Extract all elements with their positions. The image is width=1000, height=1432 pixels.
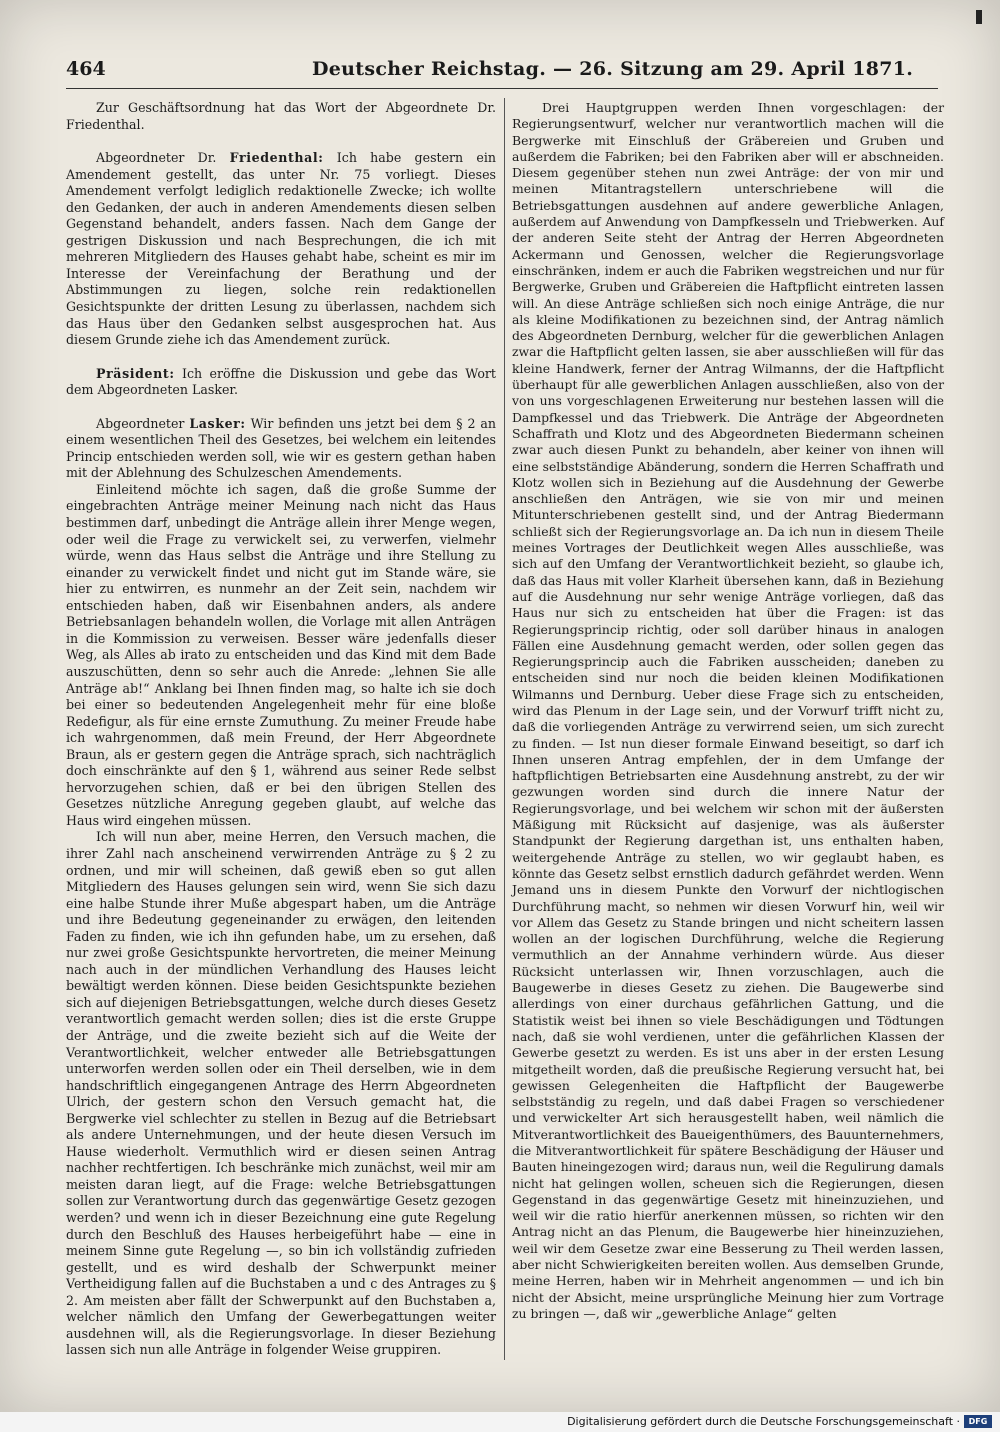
right-column (512, 100, 944, 1322)
speech-paragraph (66, 416, 496, 482)
speaker-title: Abgeordneter (96, 415, 190, 431)
speech-text: Ich eröffne die Diskussion und gebe das Wort dem Abgeordneten Lasker. (66, 365, 496, 398)
digitization-footer (0, 1412, 1000, 1432)
page-header (66, 58, 938, 84)
scan-corner-mark (976, 10, 982, 24)
footer-credit: Digitalisierung gefördert durch die Deutsche Forschungsgemeinschaft · (567, 1415, 960, 1428)
header-rule (66, 88, 938, 89)
page-number: 464 (66, 58, 106, 80)
text-paragraph: Ich will nun aber, meine Herren, den Versuch machen, die ihrer Zahl nach anscheinend verwirrenden Anträge zu § 2 zu ordnen, und mir will scheinen, daß gewiß eben so gut allen Mitgliedern des Hauses gelungen sein wird, wenn Sie sich dazu eine halbe Stunde ihrer Muße abgespart haben, um die Anträge und ihre Bedeutung gegeneinander zu erwägen, den leitenden Faden zu finden, wie ich ihn gefunden habe, um zu ersehen, daß nur zwei große Gesichtspunkte hervortreten, die meiner Meinung nach auch in der mündlichen Verhandlung des Hauses leicht bewältigt werden können. Diese beiden Gesichtspunkte beziehen sich auf diejenigen Betriebsgattungen, welche durch dieses Gesetz verantwortlich gemacht werden sollen; dies ist die erste Gruppe der Anträge, und die zweite bezieht sich auf die Weite der Verantwortlichkeit, welcher entweder alle Betriebsgattungen unterworfen werden sollen oder ein Theil derselben, wie in dem handschriftlich eingegangenen Antrage des Herrn Abgeordneten Ulrich, der gestern schon den Versuch gemacht hat, die Bergwerke viel schlechter zu stellen in Bezug auf die Betriebsart als andere Unternehmungen, und der heute diesen Versuch im Hause wiederholt. Vermuthlich wird er diesen seinen Antrag nachher rechtfertigen. Ich beschränke mich zunächst, weil mir am meisten daran liegt, auf die Frage: welche Betriebsgattungen sollen zur Verantwortung durch das gegenwärtige Gesetz gezogen werden? und wenn ich in dieser Bezeichnung eine gute Regelung durch den Beschluß des Hauses herbeigeführt habe — eine in meinem Sinne gute Regelung —, so bin ich vollständig zufrieden gestellt, und es wird deshalb der Schwerpunkt meiner Vertheidigung fallen auf die Buchstaben a und c des Antrages zu § 2. Am meisten aber fällt der Schwerpunkt auf den Buchstaben a, welcher nämlich den Umfang der Gewerbegattungen weiter ausdehnen will, als die Regierungsvorlage. In dieser Beziehung lassen sich nun alle Anträge in folgender Weise gruppiren. (66, 829, 496, 1358)
procedural-note: Zur Geschäftsordnung hat das Wort der Abgeordnete Dr. Friedenthal. (66, 100, 496, 132)
speaker-name: Friedenthal: (229, 150, 324, 166)
running-title: Deutscher Reichstag. — 26. Sitzung am 29. April 1871. (312, 58, 914, 80)
speech-text: Wir befinden uns jetzt bei dem § 2 an einem wesentlichen Theil des Gesetzes, bei welchem ein leitendes Princip entschieden werden soll, wie wir es gestern gethan haben mit der Ablehnung des Schulzeschen Amendements. (66, 415, 496, 481)
dfg-logo: DFG (964, 1415, 992, 1428)
speech-paragraph (66, 366, 496, 399)
left-column (66, 100, 496, 1359)
speech-paragraph (66, 150, 496, 349)
speaker-title: Abgeordneter Dr. (96, 150, 230, 166)
speaker-name: Lasker: (189, 415, 246, 431)
text-paragraph: Drei Hauptgruppen werden Ihnen vorgeschlagen: der Regierungsentwurf, welcher nur verantwortlich machen will die Bergwerke mit Einschluß der Gräbereien und Gruben und außerdem die Fabriken; bei den Fabriken aber will er abschneiden. Diesem gegenüber stehen nun zwei Anträge: der von mir und meinen Mitantragstellern unterschriebene will die Betriebsgattungen ausdehnen auf andere gewerbliche Anlagen, außerdem auf Anwendung von Dampfkesseln und Triebwerken. Auf der anderen Seite steht der Antrag der Herren Abgeordneten Ackermann und Genossen, welcher die Regierungsvorlage einschränken, indem er auch die Fabriken wegstreichen und nur für Bergwerke, Gruben und Gräbereien die Haftpflicht eintreten lassen will. An diese Anträge schließen sich noch einige Anträge, die nur als kleine Modifikationen zu bezeichnen sind, der Antrag nämlich des Abgeordneten Dernburg, welcher für die gewerblichen Anlagen zwar die Haftpflicht gelten lassen, sie aber ausschließen will für das kleine Handwerk, ferner der Antrag Wilmanns, der die Haftpflicht überhaupt für alle gewerblichen Anlagen ausschließen, also von der von uns vorgeschlagenen Erweiterung nur bestehen lassen will die Dampfkessel und das Triebwerk. Die Anträge der Abgeordneten Schaffrath und Klotz und des Abgeordneten Biedermann scheinen zwar auch diesen Punkt zu behandeln, aber keiner von ihnen will eine selbstständige Abänderung, sondern die Herren Schaffrath und Klotz wollen sich in Beziehung auf die Ausdehnung der Gewerbe anschließen den Anträgen, wie sie von mir und meinen Mitunterschriebenen gestellt sind, und der Antrag Biedermann schließt sich der Regierungsvorlage an. Da ich nun in diesem Theile meines Vortrages der Deutlichkeit wegen Alles ausschließe, was sich auf den Umfang der Verantwortlichkeit bezieht, so glaube ich, daß das Haus mit voller Klarheit übersehen kann, daß in Beziehung auf die Ausdehnung nur sehr wenige Anträge vorliegen, daß das Haus nur sich zu entscheiden hat über die Fragen: ist das Regierungsprincip richtig, oder soll darüber hinaus in analogen Fällen eine Ausdehnung gemacht werden, oder sollen gegen das Regierungsprincip auch die Fabriken ausscheiden; daneben zu entscheiden sind nur noch die beiden kleinen Modifikationen Wilmanns und Dernburg. Ueber diese Frage sich zu entscheiden, wird das Plenum in der Lage sein, und der Vorwurf trifft nicht zu, daß die vorliegenden Anträge zu verwirrend seien, um sich zurecht zu finden. — Ist nun dieser formale Einwand beseitigt, so darf ich Ihnen unseren Antrag empfehlen, der in dem Umfange der haftpflichtigen Betriebsarten eine Ausdehnung anstrebt, zu der wir gezwungen worden sind durch die innere Natur der Regierungsvorlage, und bei welchem wir schon mit der äußersten Mäßigung mit Rücksicht auf dasjenige, was als äußerster Standpunkt der Regierung dargethan ist, uns enthalten haben, weitergehende Anträge zu stellen, wo wir geglaubt haben, es könnte das Gesetz selbst ernstlich dadurch gefährdet werden. Wenn Jemand uns in diesem Punkte den Vorwurf der nichtlogischen Durchführung macht, so nehmen wir diesen Vorwurf hin, weil wir vor Allem das Gesetz zu Stande bringen und nicht scheitern lassen wollen an der logischen Durchführung, welche die Regierung vermuthlich an der Annahme verhindern würde. Aus dieser Rücksicht unterlassen wir, Ihnen vorzuschlagen, auch die Baugewerbe in dieses Gesetz zu ziehen. Die Baugewerbe sind allerdings von einer durchaus gefährlichen Gattung, und die Statistik weist bei ihnen so viele Beschädigungen und Tödtungen nach, daß sie wohl verdienen, unter die gefährlichen Klassen der Gewerbe gesetzt zu werden. Es ist uns aber in der ersten Lesung mitgetheilt worden, daß die preußische Regierung versucht hat, bei gewissen Gelegenheiten die Haftpflicht der Baugewerbe selbstständig zu regeln, und daß dabei Fragen so verschiedener und verwickelter Art sich herausgestellt haben, weil nämlich die Mitverantwortlichkeit des Baueigenthümers, des Bauunternehmers, die Mitverantwortlichkeit für spätere Beschädigung der Häuser und Bauten hineingezogen wird; daraus nun, weil die Regulirung damals nicht hat gelingen wollen, scheuen sich die Regierungen, diesen Gegenstand in das gegenwärtige Gesetz mit hineinzuziehen, und weil wir die ratio hierfür anerkennen müssen, so richten wir den Antrag nicht an das Plenum, die Baugewerbe hier hineinzuziehen, weil wir dem Gesetze zwar eine Besserung zu Theil werden lassen, aber nicht Schwierigkeiten bereiten wollen. Aus demselben Grunde, meine Herren, haben wir in Mehrheit angenommen — und ich bin nicht der Absicht, meine ursprüngliche Meinung hier zum Vortrage zu bringen —, daß wir „gewerbliche Anlage“ gelten (512, 100, 944, 1321)
text-paragraph: Einleitend möchte ich sagen, daß die große Summe der eingebrachten Anträge meiner Meinung nach nicht das Haus bestimmen darf, unbedingt die Anträge allein ihrer Menge wegen, oder weil die Frage zu verwickelt sei, zu verwerfen, vielmehr würde, wenn das Haus selbst die Anträge und ihre Stellung zu einander zu verwickelt findet und nicht gut im Stande wäre, sie hier zu entwirren, es nunmehr an der Zeit sein, nachdem wir entschieden haben, daß wir Eisenbahnen anders, als andere Betriebsanlagen behandeln wollen, die Vorlage mit allen Anträgen in die Kommission zu verweisen. Besser wäre jedenfalls dieser Weg, als Alles ab irato zu entscheiden und das Kind mit dem Bade auszuschütten, denn so sehr auch die Anrede: „lehnen Sie alle Anträge ab!“ Anklang bei Ihnen finden mag, so halte ich sie doch bei einer so bedeutenden Angelegenheit mehr für eine bloße Redefigur, als für eine ernste Zumuthung. Zu meiner Freude habe ich wahrgenommen, daß mein Freund, der Herr Abgeordnete Braun, als er gestern gegen die Anträge sprach, sich nachträglich doch einschränkte auf den § 1, während aus seiner Rede selbst hervorzugehen schien, daß er bei den übrigen Stellen des Gesetzes nützliche Anregung gegeben glaubt, auf welche das Haus wird eingehen müssen. (66, 481, 496, 828)
speech-text: Ich habe gestern ein Amendement gestellt, das unter Nr. 75 vorliegt. Dieses Amendement verfolgt lediglich redaktionelle Zwecke; ich wollte den Gedanken, der auch in anderen Amendements diesen selben Gegenstand behandelt, anders fassen. Nach dem Gange der gestrigen Diskussion und nach Besprechungen, die ich mit mehreren Mitgliedern des Hauses gehabt habe, scheint es mir im Interesse der Vereinfachung der Berathung und der Abstimmungen zu liegen, solche rein redaktionellen Gesichtspunkte der dritten Lesung zu überlassen, nachdem sich das Haus über den Gedanken selbst ausgesprochen hat. Aus diesem Grunde ziehe ich das Amendement zurück. (66, 150, 496, 348)
speaker-name: Präsident: (96, 365, 175, 381)
column-divider (504, 98, 505, 1360)
